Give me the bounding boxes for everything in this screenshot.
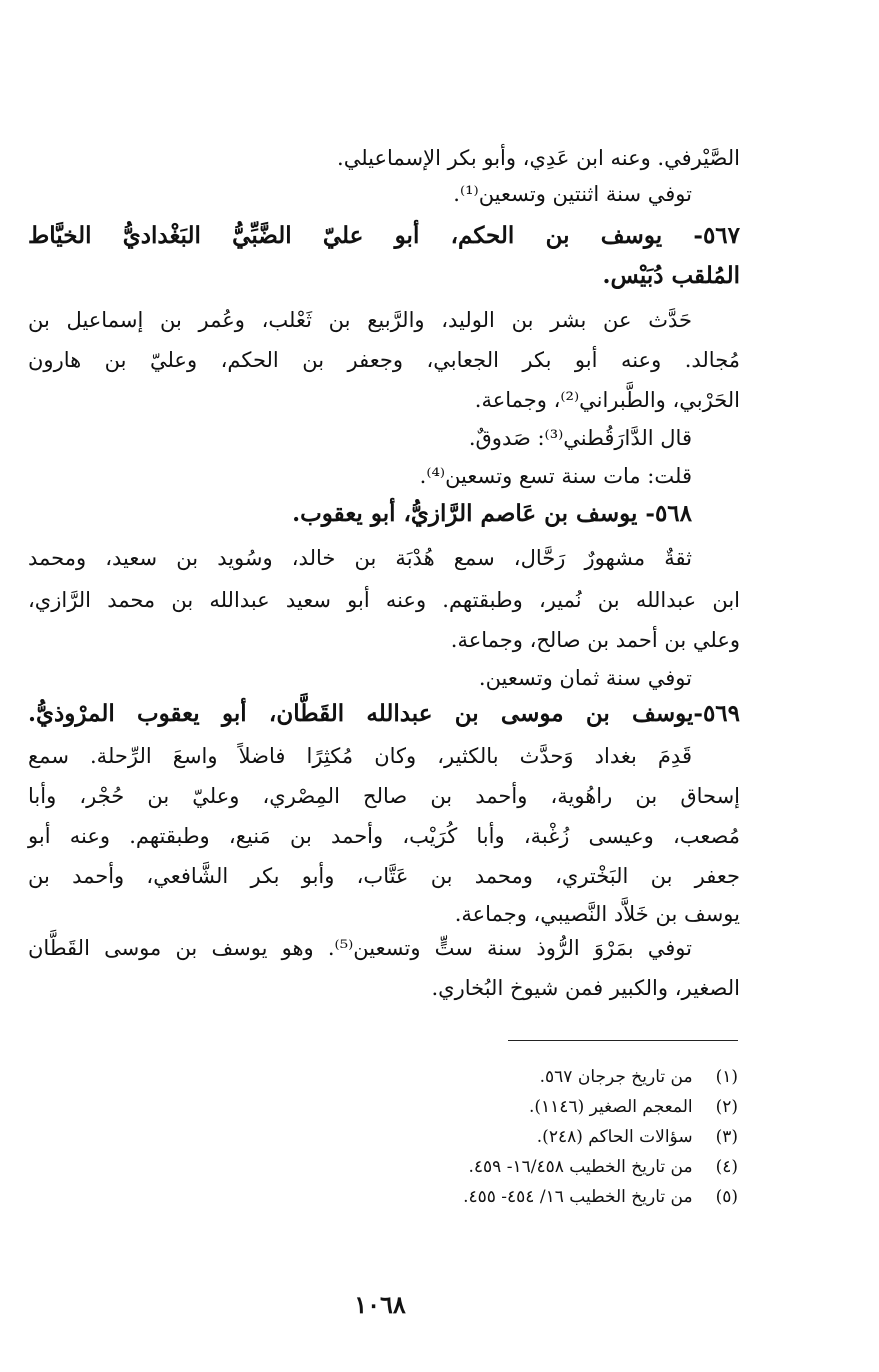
footnote-number: (٢) <box>715 1097 738 1117</box>
footnote-text: من تاريخ الخطيب ١٦/٤٥٨- ٤٥٩. <box>468 1157 693 1177</box>
text-line: مُجالد. وعنه أبو بكر الجعابي، وجعفر بن الحكم، وعليّ بن هارون <box>28 348 740 372</box>
footnote-item <box>469 1152 739 1182</box>
text-line: الصَّيْرفي. وعنه ابن عَدِي، وأبو بكر الإسماعيلي. <box>337 146 740 170</box>
entry-heading-569: ٥٦٩-يوسف بن موسى بن عبدالله القَطَّان، أبو يعقوب المرْوذيُّ. <box>28 700 740 727</box>
text-line: توفي بمَرْوَ الرُّوذ سنة ستٍّ وتسعين⁽⁵⁾. وهو يوسف بن موسى القَطَّان <box>28 936 692 960</box>
text-line: يوسف بن خَلاَّد النَّصيبي، وجماعة. <box>454 902 740 926</box>
footnote-text: المعجم الصغير (١١٤٦). <box>529 1097 693 1117</box>
footnote-number: (٤) <box>715 1157 738 1177</box>
text-line: مُصعب، وعيسى زُغْبة، وأبا كُرَيْب، وأحمد بن مَنيع، وطبقتهم. وعنه أبو <box>28 824 740 848</box>
text-line: حَدَّث عن بشر بن الوليد، والرَّبيع بن ثَعْلب، وعُمر بن إسماعيل بن <box>28 308 692 332</box>
text-line: ابن عبدالله بن نُمير، وطبقتهم. وعنه أبو سعيد عبدالله بن محمد الرَّازي، <box>28 588 740 612</box>
footnote-text: من تاريخ جرجان ٥٦٧. <box>539 1067 693 1087</box>
text-line: ثقةٌ مشهورٌ رَحَّال، سمع هُدْبَة بن خالد، وسُويد بن سعيد، ومحمد <box>28 546 692 570</box>
entry-heading-567: ٥٦٧- يوسف بن الحكم، أبو عليّ الضَّبِّيُّ البَغْداديُّ الخيَّاط <box>28 222 740 249</box>
text-line: قَدِمَ بغداد وَحدَّث بالكثير، وكان مُكثِرًا فاضلاً واسعَ الرِّحلة. سمع <box>28 744 692 768</box>
text-line: الحَرْبي، والطَّبراني⁽²⁾، وجماعة. <box>474 388 740 412</box>
footnote-item <box>540 1062 738 1092</box>
footnote-number: (٥) <box>715 1187 738 1207</box>
footnote-item <box>463 1182 738 1212</box>
text-line: قال الدَّارَقُطني⁽³⁾: صَدوقٌ. <box>468 426 692 450</box>
footnote-text: من تاريخ الخطيب ١٦/ ٤٥٤- ٤٥٥. <box>463 1187 693 1207</box>
text-line: توفي سنة اثنتين وتسعين⁽¹⁾. <box>453 182 692 206</box>
footnote-item <box>529 1092 738 1122</box>
entry-heading-567-cont: المُلقب دُبَيْس. <box>602 262 740 289</box>
text-line: إسحاق بن راهُوية، وأحمد بن صالح المِصْري، وعليّ بن حُجْر، وأبا <box>28 784 740 808</box>
footnote-number: (١) <box>715 1067 738 1087</box>
footnote-separator <box>508 1040 738 1041</box>
footnote-number: (٣) <box>715 1127 738 1147</box>
footnote-text: سؤالات الحاكم (٢٤٨). <box>536 1127 693 1147</box>
text-line: توفي سنة ثمان وتسعين. <box>478 666 692 690</box>
entry-heading-568: ٥٦٨- يوسف بن عَاصم الرَّازيُّ، أبو يعقوب. <box>292 500 692 527</box>
text-line: جعفر بن البَخْتري، ومحمد بن عَتَّاب، وأبو بكر الشَّافعي، وأحمد بن <box>28 864 740 888</box>
text-line: الصغير، والكبير فمن شيوخ البُخاري. <box>431 976 740 1000</box>
text-line: قلت: مات سنة تسع وتسعين⁽⁴⁾. <box>419 464 692 488</box>
page-number: ١٠٦٨ <box>354 1290 406 1319</box>
text-line: وعلي بن أحمد بن صالح، وجماعة. <box>450 628 740 652</box>
footnote-item <box>537 1122 738 1152</box>
